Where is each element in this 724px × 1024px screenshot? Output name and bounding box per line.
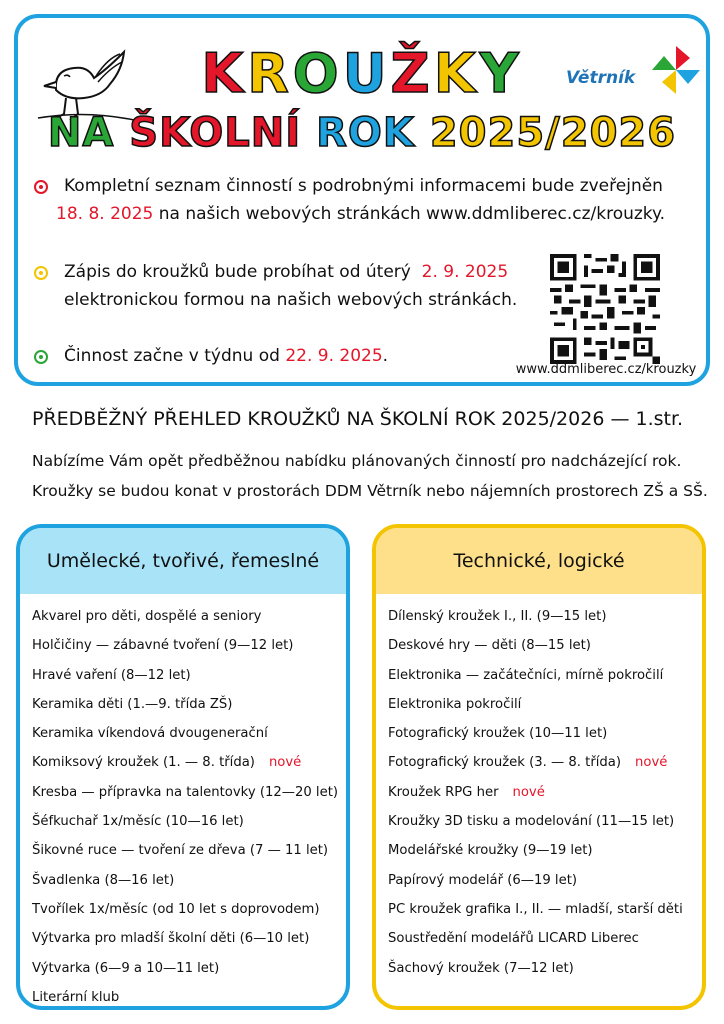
activity-name: Výtvarka (6—9 a 10—11 let) — [32, 960, 220, 976]
qr-code[interactable] — [550, 254, 660, 364]
logo-text: Větrník — [566, 68, 636, 88]
activity-item[interactable] — [32, 661, 346, 690]
info-date: 22. 9. 2025 — [285, 346, 383, 366]
activity-name: Tvořílek 1x/měsíc (od 10 let s doprovodem) — [32, 901, 320, 917]
activity-item[interactable] — [388, 866, 702, 895]
activity-item[interactable] — [388, 836, 702, 865]
activity-item[interactable] — [388, 748, 702, 777]
header-box — [14, 14, 710, 386]
activity-item[interactable] — [388, 602, 702, 631]
activity-name: Šikovné ruce — tvoření ze dřeva (7 — 11 let) — [32, 843, 329, 859]
activity-name: Soustředění modelářů LICARD Liberec — [388, 931, 639, 947]
activity-name: Keramika děti (1.—9. třída ZŠ) — [32, 696, 233, 712]
activity-item[interactable] — [388, 807, 702, 836]
title-school-year — [18, 110, 706, 156]
title-letter: Ž — [390, 42, 434, 105]
activity-name: Šéfkuchař 1x/měsíc (10—16 let) — [32, 814, 244, 830]
qr-caption: www.ddmliberec.cz/krouzky — [515, 362, 697, 377]
activity-item[interactable] — [388, 631, 702, 660]
activity-name: Literární klub — [32, 989, 120, 1005]
activity-item[interactable] — [32, 748, 346, 777]
bullet-red-icon — [34, 180, 48, 194]
info-text: Kompletní seznam činností s podrobnými informacemi bude zveřejněn — [64, 176, 663, 196]
title-letter: U — [342, 42, 391, 105]
info-item-start — [64, 342, 504, 370]
activity-item[interactable] — [32, 983, 346, 1010]
activity-name: Kroužek RPG her — [388, 784, 499, 800]
overview-title: PŘEDBĚŽNÝ PŘEHLED KROUŽKŮ NA ŠKOLNÍ ROK 2025/2026 — 1.str. — [32, 408, 684, 430]
activity-list — [376, 594, 702, 983]
info-text: Činnost začne v týdnu od — [64, 346, 280, 366]
title-word: ŠKOLNÍ — [129, 110, 302, 156]
info-text: Zápis do kroužků bude probíhat od úterý — [64, 262, 411, 282]
activity-name: Keramika víkendová dvougenerační — [32, 726, 268, 742]
activity-name: Hravé vaření (8—12 let) — [32, 667, 191, 683]
activity-item[interactable] — [32, 866, 346, 895]
activity-name: Elektronika — začátečníci, mírně pokročilí — [388, 667, 664, 683]
title-word: ROK — [316, 110, 415, 156]
category-tech-box — [372, 524, 706, 1010]
category-art-box — [16, 524, 350, 1010]
info-text: na našich webových stránkách www.ddmliberec.cz/krouzky. — [158, 204, 666, 224]
info-text: elektronickou formou na našich webových stránkách. — [64, 290, 518, 310]
info-item-catalog — [56, 172, 704, 228]
activity-item[interactable] — [32, 954, 346, 983]
activity-name: Elektronika pokročilí — [388, 696, 522, 712]
title-letter: K — [201, 42, 248, 105]
overview-intro-line1: Nabízíme Vám opět předběžnou nabídku plánovaných činností pro nadcházející rok. — [32, 452, 682, 470]
title-word: 2025/2026 — [429, 110, 677, 156]
activity-name: Fotografický kroužek (3. — 8. třída) — [388, 755, 622, 771]
info-date: 2. 9. 2025 — [421, 262, 509, 282]
activity-item[interactable] — [32, 895, 346, 924]
activity-name: Deskové hry — děti (8—15 let) — [388, 638, 591, 654]
new-badge: nové — [512, 784, 545, 800]
activity-name: Komiksový kroužek (1. — 8. třída) — [32, 755, 255, 771]
activity-name: Modelářské kroužky (9—19 let) — [388, 843, 593, 859]
activity-name: Výtvarka pro mladší školní děti (6—10 let) — [32, 931, 310, 947]
activity-name: Švadlenka (8—16 let) — [32, 872, 175, 888]
activity-item[interactable] — [388, 661, 702, 690]
activity-item[interactable] — [388, 719, 702, 748]
title-word: NA — [47, 110, 115, 156]
title-letter: R — [247, 42, 293, 105]
info-text: . — [382, 346, 389, 366]
activity-item[interactable] — [388, 778, 702, 807]
activity-item[interactable] — [388, 895, 702, 924]
category-title: Umělecké, tvořivé, řemeslné — [20, 528, 346, 594]
activity-item[interactable] — [388, 924, 702, 953]
title-letter: Y — [479, 42, 523, 105]
category-title: Technické, logické — [376, 528, 702, 594]
activity-name: Akvarel pro děti, dospělé a seniory — [32, 609, 262, 624]
activity-item[interactable] — [32, 924, 346, 953]
activity-item[interactable] — [32, 807, 346, 836]
title-krouzky — [18, 42, 706, 105]
bullet-green-icon — [34, 350, 48, 364]
activity-item[interactable] — [32, 631, 346, 660]
activity-name: Dílenský kroužek I., II. (9—15 let) — [388, 609, 607, 624]
new-badge: nové — [268, 755, 302, 771]
activity-item[interactable] — [32, 602, 346, 631]
info-item-enrollment — [64, 258, 534, 314]
title-letter: O — [292, 42, 343, 105]
activity-item[interactable] — [32, 690, 346, 719]
info-date: 18. 8. 2025 — [56, 204, 154, 224]
activity-item[interactable] — [32, 719, 346, 748]
activity-item[interactable] — [388, 954, 702, 983]
overview-intro-line2: Kroužky se budou konat v prostorách DDM Větrník nebo nájemních prostorech ZŠ a SŠ. — [32, 482, 708, 500]
activity-name: Fotografický kroužek (10—11 let) — [388, 726, 608, 742]
activity-item[interactable] — [388, 690, 702, 719]
bullet-yellow-icon — [34, 266, 48, 280]
activity-list — [20, 594, 346, 1010]
activity-name: Holčičiny — zábavné tvoření (9—12 let) — [32, 638, 294, 654]
new-badge: nové — [635, 755, 668, 771]
activity-item[interactable] — [32, 836, 346, 865]
activity-item[interactable] — [32, 778, 346, 807]
activity-name: Kroužky 3D tisku a modelování (11—15 let) — [388, 814, 675, 830]
activity-name: Papírový modelář (6—19 let) — [388, 872, 578, 888]
title-letter: K — [433, 42, 480, 105]
activity-name: Šachový kroužek (7—12 let) — [388, 960, 574, 976]
activity-name: Kresba — přípravka na talentovky (12—20 let) — [32, 784, 339, 800]
activity-name: PC kroužek grafika I., II. — mladší, starší děti — [388, 901, 683, 917]
